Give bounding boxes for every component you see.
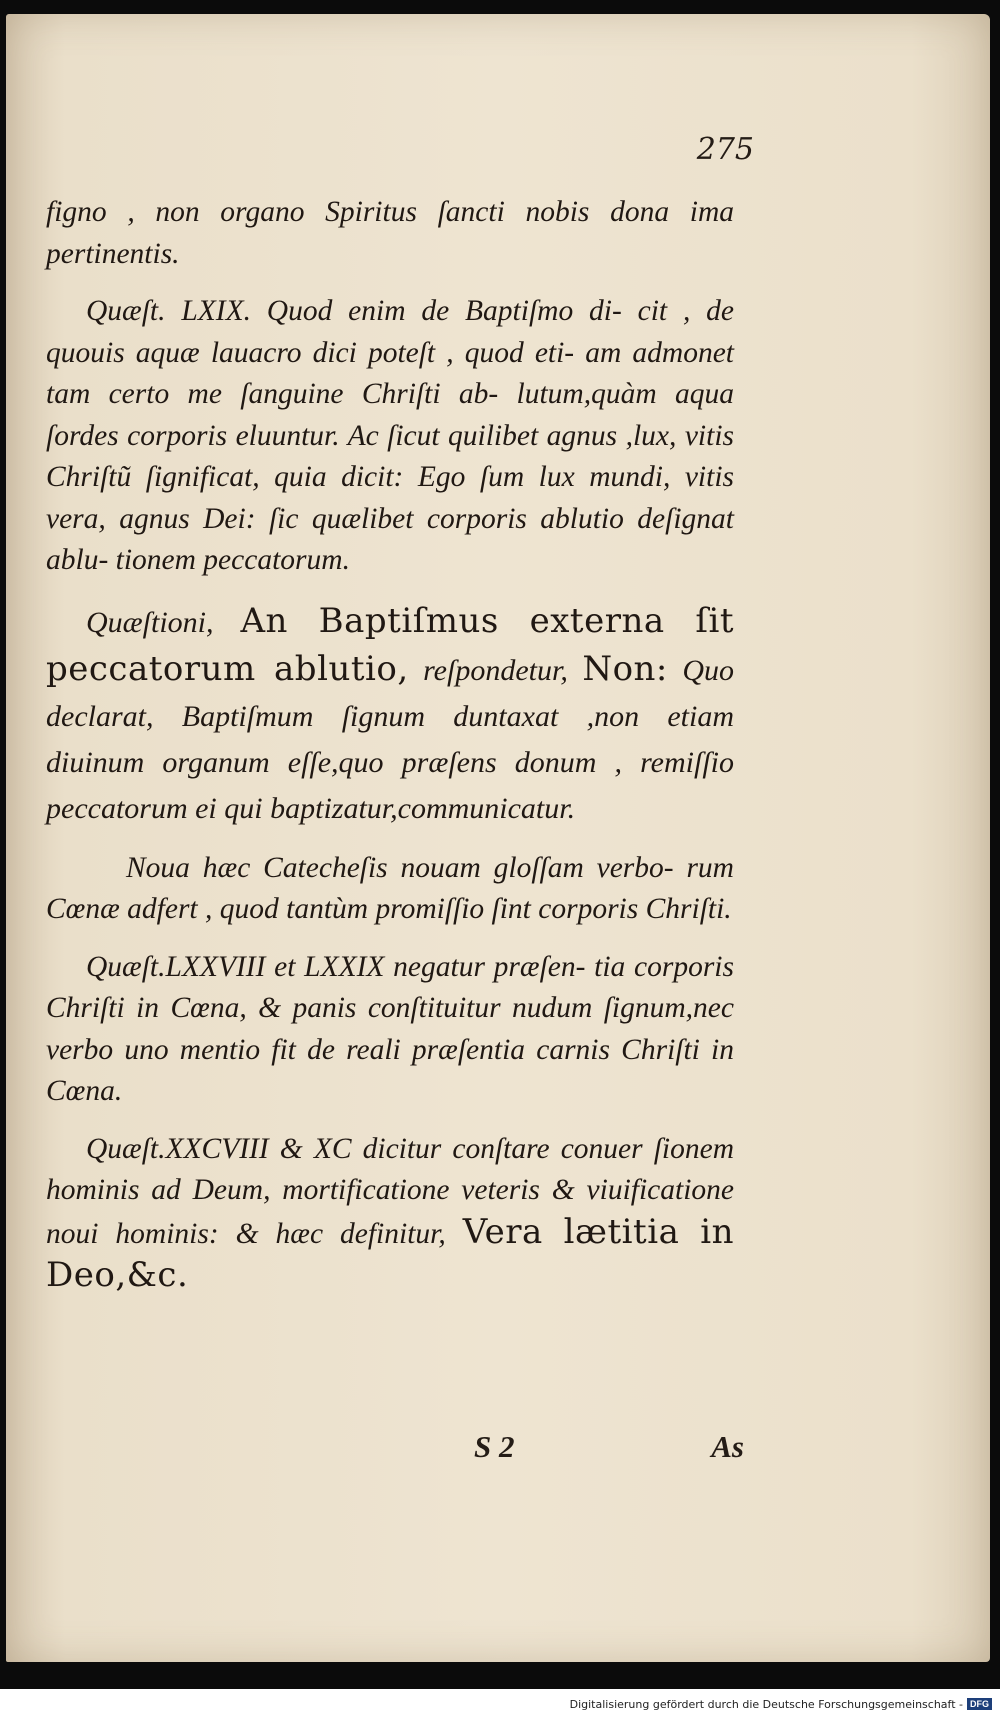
book-page	[6, 14, 990, 1662]
footer-text: Digitalisierung gefördert durch die Deutsche Forschungsgemeinschaft -	[569, 1697, 963, 1711]
question-lead: Quæſtioni,	[86, 605, 214, 639]
page-number: 275	[696, 132, 754, 167]
page-body	[46, 192, 734, 1315]
catchword: As	[711, 1429, 744, 1464]
paragraph-catechesis: Noua hæc Catecheſis nouam gloſſam verbo- rum Cœnæ adfert , quod tantùm promiſſio ſint corporis Chriſti.	[46, 851, 734, 925]
paragraph-quaest-69: Quæſt. LXIX. Quod enim de Baptiſmo di- cit , de quouis aquæ lauacro dici poteſt , quod eti- am admonet tam certo me ſanguine Chriſti ab- lutum,quàm aqua ſordes corporis eluuntur. Ac ſicut quilibet agnus ,lux, vitis Chriſtũ ſignificat, quia dicit: Ego ſum lux mundi, vitis vera, agnus Dei: ſic quælibet corporis ablutio deſignat ablu- tionem peccatorum.	[46, 295, 734, 576]
question-roman-1: An Baptiſmus externa ſit peccatorum ablutio,	[46, 600, 734, 689]
footer-bar	[0, 1689, 1000, 1719]
paragraph-continuation: figno , non organo Spiritus ſancti nobis dona ima pertinentis.	[46, 196, 734, 270]
question-respondetur: reſpondetur,	[423, 653, 568, 687]
question-answer-non: Non:	[582, 648, 668, 689]
question-rest: Quo declarat, Baptiſmum ſignum duntaxat ,non etiam diuinum organum eſſe,quo præſens donum , remiſſio peccatorum ei qui baptizatur,communicatur.	[46, 653, 735, 825]
paragraph-quaest-88-90-text: Quæſt.XXCVIII & XC dicitur conſtare conuer ſionem hominis ad Deum, mortificatione veteris & viuificatione noui hominis: & hæc definitur,	[46, 1132, 734, 1250]
paragraph-quaest-88-90	[46, 1129, 734, 1299]
signature-line	[474, 1429, 744, 1465]
signature-mark: S 2	[474, 1429, 515, 1464]
closing-line: Vera lætitia in Deo,&c.	[46, 1211, 735, 1295]
paragraph-quaest-78-79: Quæſt.LXXVIII et LXXIX negatur præſen- tia corporis Chriſti in Cœna, & panis conſtituitur nudum ſignum,nec verbo uno mentio fit de reali præſentia carnis Chriſti in Cœna.	[46, 950, 734, 1107]
dfg-logo-icon: DFG	[967, 1698, 992, 1710]
paragraph-question	[46, 598, 734, 832]
